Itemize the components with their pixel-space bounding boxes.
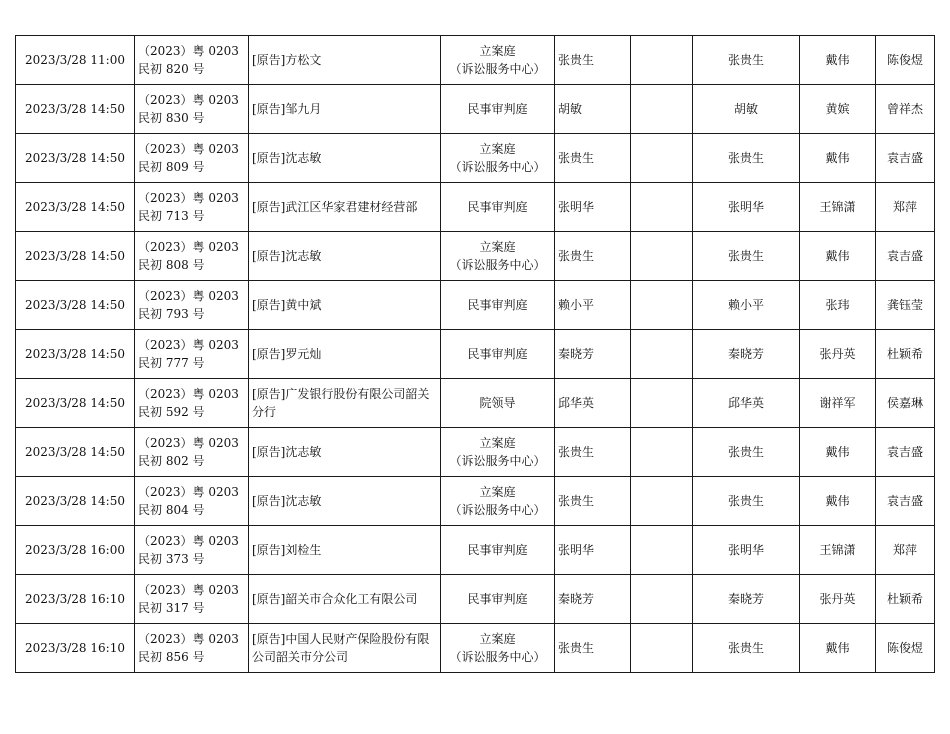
presiding-judge-cell: [693, 183, 800, 232]
department-cell: [441, 330, 555, 379]
party-name: [原告]方松文: [252, 53, 322, 67]
panel-member-name: 戴伟: [825, 53, 850, 67]
department-line1: 民事审判庭: [467, 592, 528, 606]
case-number-cell: [135, 134, 249, 183]
presiding-judge-cell: [693, 379, 800, 428]
judge-cell: [555, 428, 631, 477]
presiding-judge-name: 张贵生: [727, 53, 764, 67]
case-number-cell: [135, 575, 249, 624]
empty-cell: [631, 232, 693, 281]
party-name: [原告]沈志敏: [252, 445, 322, 459]
clerk-name: 袁吉盛: [886, 445, 923, 459]
empty-cell: [631, 624, 693, 673]
judge-name: 张贵生: [558, 445, 595, 459]
party-cell: [249, 281, 441, 330]
case-number-cell: [135, 85, 249, 134]
department-cell: [441, 428, 555, 477]
case-number-line2: 民初 856 号: [138, 650, 205, 664]
hearing-time: 2023/3/28 14:50: [25, 494, 125, 508]
table-body: [16, 36, 935, 673]
presiding-judge-cell: [693, 330, 800, 379]
case-number-line1: （2023）粤 0203: [138, 485, 239, 499]
case-number-line2: 民初 777 号: [138, 356, 205, 370]
hearing-time-cell: [16, 232, 135, 281]
department-cell: [441, 183, 555, 232]
department-line1: 民事审判庭: [467, 298, 528, 312]
panel-member-name: 王锦潇: [819, 200, 856, 214]
party-cell: [249, 330, 441, 379]
presiding-judge-name: 张贵生: [727, 445, 764, 459]
case-number-line1: （2023）粤 0203: [138, 387, 239, 401]
empty-cell: [631, 526, 693, 575]
case-number-line2: 民初 820 号: [138, 62, 205, 76]
hearing-time: 2023/3/28 14:50: [25, 151, 125, 165]
department-cell: [441, 477, 555, 526]
hearing-time: 2023/3/28 11:00: [25, 53, 125, 67]
judge-name: 张贵生: [558, 151, 595, 165]
panel-member-name: 戴伟: [825, 494, 850, 508]
department-cell: [441, 232, 555, 281]
panel-member-cell: [800, 281, 876, 330]
judge-cell: [555, 183, 631, 232]
hearing-time: 2023/3/28 14:50: [25, 200, 125, 214]
judge-cell: [555, 477, 631, 526]
judge-cell: [555, 85, 631, 134]
hearing-time: 2023/3/28 14:50: [25, 396, 125, 410]
case-number-cell: [135, 428, 249, 477]
case-number-cell: [135, 232, 249, 281]
case-number-line1: （2023）粤 0203: [138, 338, 239, 352]
judge-cell: [555, 624, 631, 673]
hearing-time-cell: [16, 526, 135, 575]
panel-member-name: 戴伟: [825, 249, 850, 263]
department-cell: [441, 379, 555, 428]
hearing-time-cell: [16, 85, 135, 134]
panel-member-cell: [800, 477, 876, 526]
case-number-line2: 民初 713 号: [138, 209, 205, 223]
party-name: [原告]沈志敏: [252, 249, 322, 263]
case-number-line1: （2023）粤 0203: [138, 142, 239, 156]
clerk-name: 杜颖希: [886, 592, 923, 606]
table-row: [16, 183, 935, 232]
hearing-time-cell: [16, 330, 135, 379]
presiding-judge-name: 胡敏: [733, 102, 758, 116]
panel-member-cell: [800, 36, 876, 85]
department-line1: 立案庭: [479, 240, 516, 254]
party-cell: [249, 183, 441, 232]
department-cell: [441, 281, 555, 330]
judge-name: 邱华英: [558, 396, 595, 410]
hearing-time-cell: [16, 281, 135, 330]
case-number-line1: （2023）粤 0203: [138, 93, 239, 107]
department-line1: 民事审判庭: [467, 200, 528, 214]
panel-member-cell: [800, 85, 876, 134]
judge-name: 张贵生: [558, 249, 595, 263]
hearing-time: 2023/3/28 16:10: [25, 641, 125, 655]
hearing-time: 2023/3/28 14:50: [25, 347, 125, 361]
judge-cell: [555, 134, 631, 183]
case-number-line2: 民初 802 号: [138, 454, 205, 468]
hearing-time: 2023/3/28 14:50: [25, 249, 125, 263]
case-number-line2: 民初 804 号: [138, 503, 205, 517]
clerk-cell: [876, 575, 935, 624]
party-name: [原告]罗元灿: [252, 347, 322, 361]
presiding-judge-cell: [693, 428, 800, 477]
presiding-judge-cell: [693, 85, 800, 134]
presiding-judge-cell: [693, 526, 800, 575]
table-row: [16, 281, 935, 330]
party-cell: [249, 379, 441, 428]
party-cell: [249, 85, 441, 134]
clerk-name: 陈俊煜: [886, 53, 923, 67]
presiding-judge-cell: [693, 575, 800, 624]
case-number-line1: （2023）粤 0203: [138, 44, 239, 58]
clerk-name: 袁吉盛: [886, 494, 923, 508]
hearing-time-cell: [16, 477, 135, 526]
panel-member-name: 张玮: [825, 298, 850, 312]
clerk-name: 龚钰莹: [886, 298, 923, 312]
case-number-cell: [135, 379, 249, 428]
department-line2: （诉讼服务中心）: [449, 258, 546, 272]
clerk-cell: [876, 330, 935, 379]
clerk-cell: [876, 85, 935, 134]
hearing-time: 2023/3/28 14:50: [25, 445, 125, 459]
case-number-cell: [135, 330, 249, 379]
panel-member-name: 谢祥军: [819, 396, 856, 410]
case-number-line1: （2023）粤 0203: [138, 191, 239, 205]
clerk-cell: [876, 624, 935, 673]
department-cell: [441, 575, 555, 624]
presiding-judge-name: 秦晓芳: [727, 347, 764, 361]
case-number-line2: 民初 808 号: [138, 258, 205, 272]
case-number-cell: [135, 36, 249, 85]
department-line2: （诉讼服务中心）: [449, 503, 546, 517]
hearing-time: 2023/3/28 16:10: [25, 592, 125, 606]
case-number-line2: 民初 373 号: [138, 552, 205, 566]
presiding-judge-name: 秦晓芳: [727, 592, 764, 606]
presiding-judge-name: 张贵生: [727, 151, 764, 165]
panel-member-name: 黄嫔: [825, 102, 850, 116]
empty-cell: [631, 281, 693, 330]
table-row: [16, 624, 935, 673]
presiding-judge-cell: [693, 134, 800, 183]
case-number-line1: （2023）粤 0203: [138, 583, 239, 597]
party-cell: [249, 624, 441, 673]
party-name: [原告]邹九月: [252, 102, 322, 116]
judge-name: 张明华: [558, 200, 595, 214]
presiding-judge-name: 张贵生: [727, 249, 764, 263]
panel-member-cell: [800, 428, 876, 477]
department-cell: [441, 85, 555, 134]
panel-member-name: 戴伟: [825, 445, 850, 459]
hearing-time-cell: [16, 624, 135, 673]
party-cell: [249, 575, 441, 624]
presiding-judge-cell: [693, 232, 800, 281]
presiding-judge-name: 张贵生: [727, 494, 764, 508]
table-row: [16, 379, 935, 428]
case-number-line2: 民初 830 号: [138, 111, 205, 125]
case-number-line2: 民初 592 号: [138, 405, 205, 419]
party-cell: [249, 232, 441, 281]
party-name: [原告]刘检生: [252, 543, 322, 557]
panel-member-cell: [800, 379, 876, 428]
empty-cell: [631, 477, 693, 526]
empty-cell: [631, 183, 693, 232]
department-line2: （诉讼服务中心）: [449, 650, 546, 664]
clerk-name: 侯嘉琳: [886, 396, 923, 410]
clerk-cell: [876, 526, 935, 575]
judge-name: 赖小平: [558, 298, 595, 312]
case-number-line2: 民初 793 号: [138, 307, 205, 321]
judge-name: 张贵生: [558, 641, 595, 655]
party-name: [原告]沈志敏: [252, 151, 322, 165]
party-cell: [249, 526, 441, 575]
empty-cell: [631, 379, 693, 428]
hearing-time-cell: [16, 183, 135, 232]
department-line1: 立案庭: [479, 632, 516, 646]
judge-cell: [555, 526, 631, 575]
department-line1: 立案庭: [479, 485, 516, 499]
presiding-judge-cell: [693, 281, 800, 330]
judge-cell: [555, 330, 631, 379]
panel-member-cell: [800, 183, 876, 232]
table-row: [16, 330, 935, 379]
empty-cell: [631, 330, 693, 379]
department-line1: 院领导: [479, 396, 516, 410]
party-name: [原告]广发银行股份有限公司韶关分行: [252, 387, 430, 419]
case-number-cell: [135, 624, 249, 673]
party-name: [原告]武江区华家君建材经营部: [252, 200, 418, 214]
panel-member-cell: [800, 330, 876, 379]
hearing-time: 2023/3/28 14:50: [25, 102, 125, 116]
department-line1: 民事审判庭: [467, 347, 528, 361]
department-line1: 民事审判庭: [467, 102, 528, 116]
case-number-cell: [135, 183, 249, 232]
case-number-cell: [135, 477, 249, 526]
hearing-time: 2023/3/28 16:00: [25, 543, 125, 557]
case-number-line1: （2023）粤 0203: [138, 632, 239, 646]
empty-cell: [631, 85, 693, 134]
case-number-cell: [135, 526, 249, 575]
clerk-name: 曾祥杰: [886, 102, 923, 116]
case-number-line1: （2023）粤 0203: [138, 240, 239, 254]
party-name: [原告]中国人民财产保险股份有限公司韶关市分公司: [252, 632, 430, 664]
clerk-cell: [876, 281, 935, 330]
department-cell: [441, 526, 555, 575]
hearing-time-cell: [16, 134, 135, 183]
clerk-name: 杜颖希: [886, 347, 923, 361]
department-cell: [441, 134, 555, 183]
party-cell: [249, 477, 441, 526]
presiding-judge-name: 赖小平: [727, 298, 764, 312]
party-name: [原告]韶关市合众化工有限公司: [252, 592, 418, 606]
judge-name: 张贵生: [558, 53, 595, 67]
department-cell: [441, 36, 555, 85]
clerk-cell: [876, 428, 935, 477]
hearing-time: 2023/3/28 14:50: [25, 298, 125, 312]
table-row: [16, 36, 935, 85]
presiding-judge-name: 张明华: [727, 543, 764, 557]
department-line1: 立案庭: [479, 142, 516, 156]
panel-member-cell: [800, 232, 876, 281]
table-row: [16, 134, 935, 183]
judge-cell: [555, 575, 631, 624]
clerk-name: 郑萍: [892, 200, 917, 214]
clerk-name: 陈俊煜: [886, 641, 923, 655]
panel-member-cell: [800, 575, 876, 624]
panel-member-cell: [800, 624, 876, 673]
presiding-judge-cell: [693, 477, 800, 526]
hearing-time-cell: [16, 379, 135, 428]
table-row: [16, 232, 935, 281]
case-number-line2: 民初 809 号: [138, 160, 205, 174]
hearing-time-cell: [16, 428, 135, 477]
hearing-time-cell: [16, 575, 135, 624]
judge-name: 秦晓芳: [558, 592, 595, 606]
case-number-line1: （2023）粤 0203: [138, 534, 239, 548]
empty-cell: [631, 428, 693, 477]
clerk-cell: [876, 183, 935, 232]
panel-member-name: 张丹英: [819, 592, 856, 606]
presiding-judge-name: 邱华英: [727, 396, 764, 410]
department-line1: 立案庭: [479, 44, 516, 58]
clerk-cell: [876, 134, 935, 183]
panel-member-name: 张丹英: [819, 347, 856, 361]
case-number-cell: [135, 281, 249, 330]
hearing-schedule-table: [15, 35, 935, 673]
presiding-judge-cell: [693, 624, 800, 673]
department-line2: （诉讼服务中心）: [449, 454, 546, 468]
clerk-cell: [876, 232, 935, 281]
panel-member-name: 戴伟: [825, 151, 850, 165]
clerk-name: 郑萍: [892, 543, 917, 557]
table-row: [16, 85, 935, 134]
clerk-name: 袁吉盛: [886, 249, 923, 263]
presiding-judge-name: 张明华: [727, 200, 764, 214]
judge-cell: [555, 232, 631, 281]
clerk-cell: [876, 36, 935, 85]
department-cell: [441, 624, 555, 673]
case-number-line1: （2023）粤 0203: [138, 436, 239, 450]
clerk-cell: [876, 477, 935, 526]
panel-member-cell: [800, 134, 876, 183]
judge-name: 张贵生: [558, 494, 595, 508]
party-cell: [249, 134, 441, 183]
judge-name: 秦晓芳: [558, 347, 595, 361]
case-number-line2: 民初 317 号: [138, 601, 205, 615]
panel-member-name: 王锦潇: [819, 543, 856, 557]
department-line2: （诉讼服务中心）: [449, 160, 546, 174]
party-name: [原告]沈志敏: [252, 494, 322, 508]
department-line1: 民事审判庭: [467, 543, 528, 557]
judge-name: 张明华: [558, 543, 595, 557]
empty-cell: [631, 575, 693, 624]
presiding-judge-name: 张贵生: [727, 641, 764, 655]
party-name: [原告]黄中斌: [252, 298, 322, 312]
judge-cell: [555, 36, 631, 85]
hearing-time-cell: [16, 36, 135, 85]
panel-member-cell: [800, 526, 876, 575]
presiding-judge-cell: [693, 36, 800, 85]
department-line2: （诉讼服务中心）: [449, 62, 546, 76]
judge-cell: [555, 379, 631, 428]
table-row: [16, 428, 935, 477]
clerk-cell: [876, 379, 935, 428]
table-row: [16, 477, 935, 526]
table-row: [16, 526, 935, 575]
party-cell: [249, 428, 441, 477]
empty-cell: [631, 134, 693, 183]
judge-cell: [555, 281, 631, 330]
table-row: [16, 575, 935, 624]
party-cell: [249, 36, 441, 85]
judge-name: 胡敏: [558, 102, 583, 116]
panel-member-name: 戴伟: [825, 641, 850, 655]
case-number-line1: （2023）粤 0203: [138, 289, 239, 303]
department-line1: 立案庭: [479, 436, 516, 450]
empty-cell: [631, 36, 693, 85]
clerk-name: 袁吉盛: [886, 151, 923, 165]
